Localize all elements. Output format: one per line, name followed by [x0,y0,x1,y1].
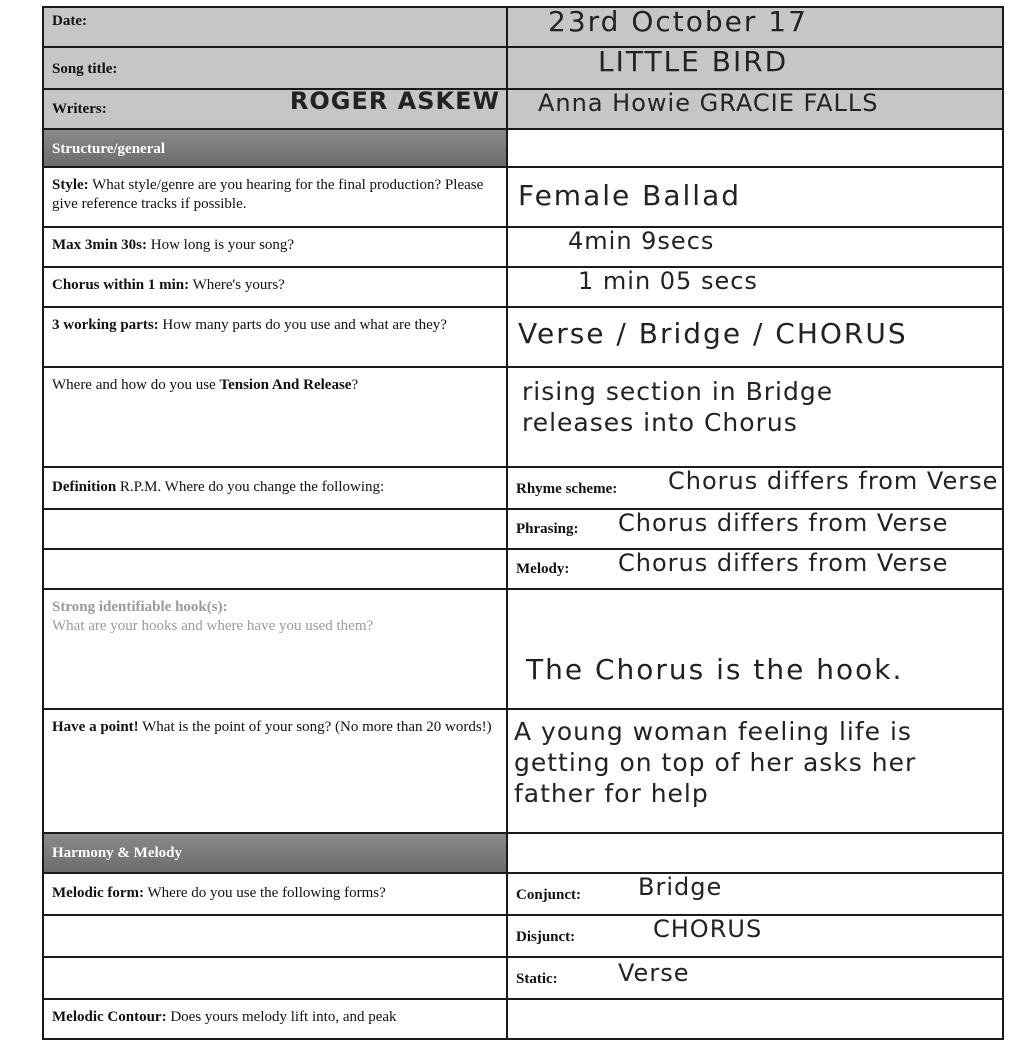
structure-section-blank [507,129,1003,167]
hook-label-line1: Strong identifiable hook(s): [52,599,228,615]
melodic-form-label-text: Where do you use the following forms? [144,885,386,901]
hook-answer-cell[interactable] [507,589,1003,709]
tension-label-post: ? [351,377,359,393]
song-title-value: LITTLE BIRD [598,47,789,78]
tension-answer-cell[interactable] [507,367,1003,467]
rhyme-answer: Chorus differs from Verse [668,467,999,495]
definition-row-phrasing [43,509,1003,549]
tension-question [43,367,507,467]
phrasing-answer-cell[interactable] [507,509,1003,549]
parts-label-bold: 3 working parts: [52,317,159,333]
parts-answer: Verse / Bridge / CHORUS [518,317,908,350]
disjunct-answer: CHORUS [653,915,763,943]
date-row [43,7,1003,47]
length-question [43,227,507,267]
style-label-bold: Style: [52,177,89,193]
phrasing-label: Phrasing: [516,521,579,537]
chorus-answer-cell[interactable] [507,267,1003,307]
melodic-contour-row [43,999,1003,1039]
tension-row [43,367,1003,467]
definition-blank-1 [43,509,507,549]
style-answer: Female Ballad [518,179,741,212]
definition-label-text: R.P.M. Where do you change the following: [116,479,385,495]
conjunct-answer: Bridge [638,873,723,901]
writers-cell-left[interactable] [43,89,507,129]
hook-question [43,589,507,709]
phrasing-answer: Chorus differs from Verse [618,509,949,537]
tension-answer: rising section in Bridge releases into Chorus [522,377,834,437]
disjunct-label: Disjunct: [516,929,576,945]
length-answer: 4min 9secs [568,227,715,255]
melodic-contour-label-text: Does yours melody lift into, and peak [166,1009,397,1025]
harmony-section-blank [507,833,1003,873]
length-label-bold: Max 3min 30s: [52,237,147,253]
hook-answer: The Chorus is the hook. [526,653,904,686]
melody-answer-cell[interactable] [507,549,1003,589]
writers-cell-right[interactable] [507,89,1003,129]
hook-label-line2: What are your hooks and where have you used them? [52,618,374,634]
melodic-contour-answer-cell[interactable] [507,999,1003,1039]
parts-answer-cell[interactable] [507,307,1003,367]
definition-label-bold: Definition [52,479,117,495]
melodic-form-label-bold: Melodic form: [52,885,145,901]
chorus-question [43,267,507,307]
melodic-contour-label-bold: Melodic Contour: [52,1009,167,1025]
tension-label-pre: Where and how do you use [52,377,220,393]
date-value: 23rd October 17 [548,7,808,38]
structure-section-row [43,129,1003,167]
point-row [43,709,1003,833]
definition-blank-2 [43,549,507,589]
song-title-cell[interactable] [507,47,1003,89]
parts-question [43,307,507,367]
chorus-label-bold: Chorus within 1 min: [52,277,190,293]
definition-row-melody [43,549,1003,589]
melodic-form-question [43,873,507,915]
rhyme-label: Rhyme scheme: [516,481,618,497]
length-row [43,227,1003,267]
writers-row [43,89,1003,129]
parts-label-text: How many parts do you use and what are they? [158,317,447,333]
writers-value-right: Anna Howie GRACIE FALLS [538,89,879,117]
static-answer: Verse [618,959,690,987]
chorus-label-text: Where's yours? [189,277,285,293]
conjunct-answer-cell[interactable] [507,873,1003,915]
song-title-label: Song title: [43,47,507,89]
point-answer: A young woman feeling life is getting on top of her asks her father for help [514,717,917,808]
style-answer-cell[interactable] [507,167,1003,227]
tension-label-bold: Tension And Release [219,377,352,393]
date-cell[interactable] [507,7,1003,47]
date-label: Date: [43,7,507,47]
length-label-text: How long is your song? [147,237,295,253]
melody-answer: Chorus differs from Verse [618,549,949,577]
style-row [43,167,1003,227]
static-label: Static: [516,971,558,987]
parts-row [43,307,1003,367]
harmony-section-row [43,833,1003,873]
melodic-form-row-disjunct [43,915,1003,957]
song-critique-form [42,6,1004,1040]
disjunct-answer-cell[interactable] [507,915,1003,957]
length-answer-cell[interactable] [507,227,1003,267]
style-question [43,167,507,227]
definition-question [43,467,507,509]
static-answer-cell[interactable] [507,957,1003,999]
definition-row-rhyme [43,467,1003,509]
writers-value-left: ROGER ASKEW [289,89,500,115]
melodic-form-blank-1 [43,915,507,957]
chorus-answer: 1 min 05 secs [578,267,758,295]
harmony-section-title: Harmony & Melody [43,833,507,873]
style-label-text: What style/genre are you hearing for the final production? Please give reference tracks if possible. [52,177,484,212]
point-label-bold: Have a point! [52,719,139,735]
chorus-row [43,267,1003,307]
melodic-form-row-static [43,957,1003,999]
song-title-row [43,47,1003,89]
writers-label: Writers: [52,101,107,117]
melodic-form-row-conjunct [43,873,1003,915]
rhyme-answer-cell[interactable] [507,467,1003,509]
melody-label: Melody: [516,561,570,577]
structure-section-title: Structure/general [43,129,507,167]
point-label-text: What is the point of your song? (No more than 20 words!) [138,719,492,735]
point-question [43,709,507,833]
melodic-form-blank-2 [43,957,507,999]
point-answer-cell[interactable] [507,709,1003,833]
melodic-contour-question [43,999,507,1039]
conjunct-label: Conjunct: [516,887,582,903]
hook-row [43,589,1003,709]
